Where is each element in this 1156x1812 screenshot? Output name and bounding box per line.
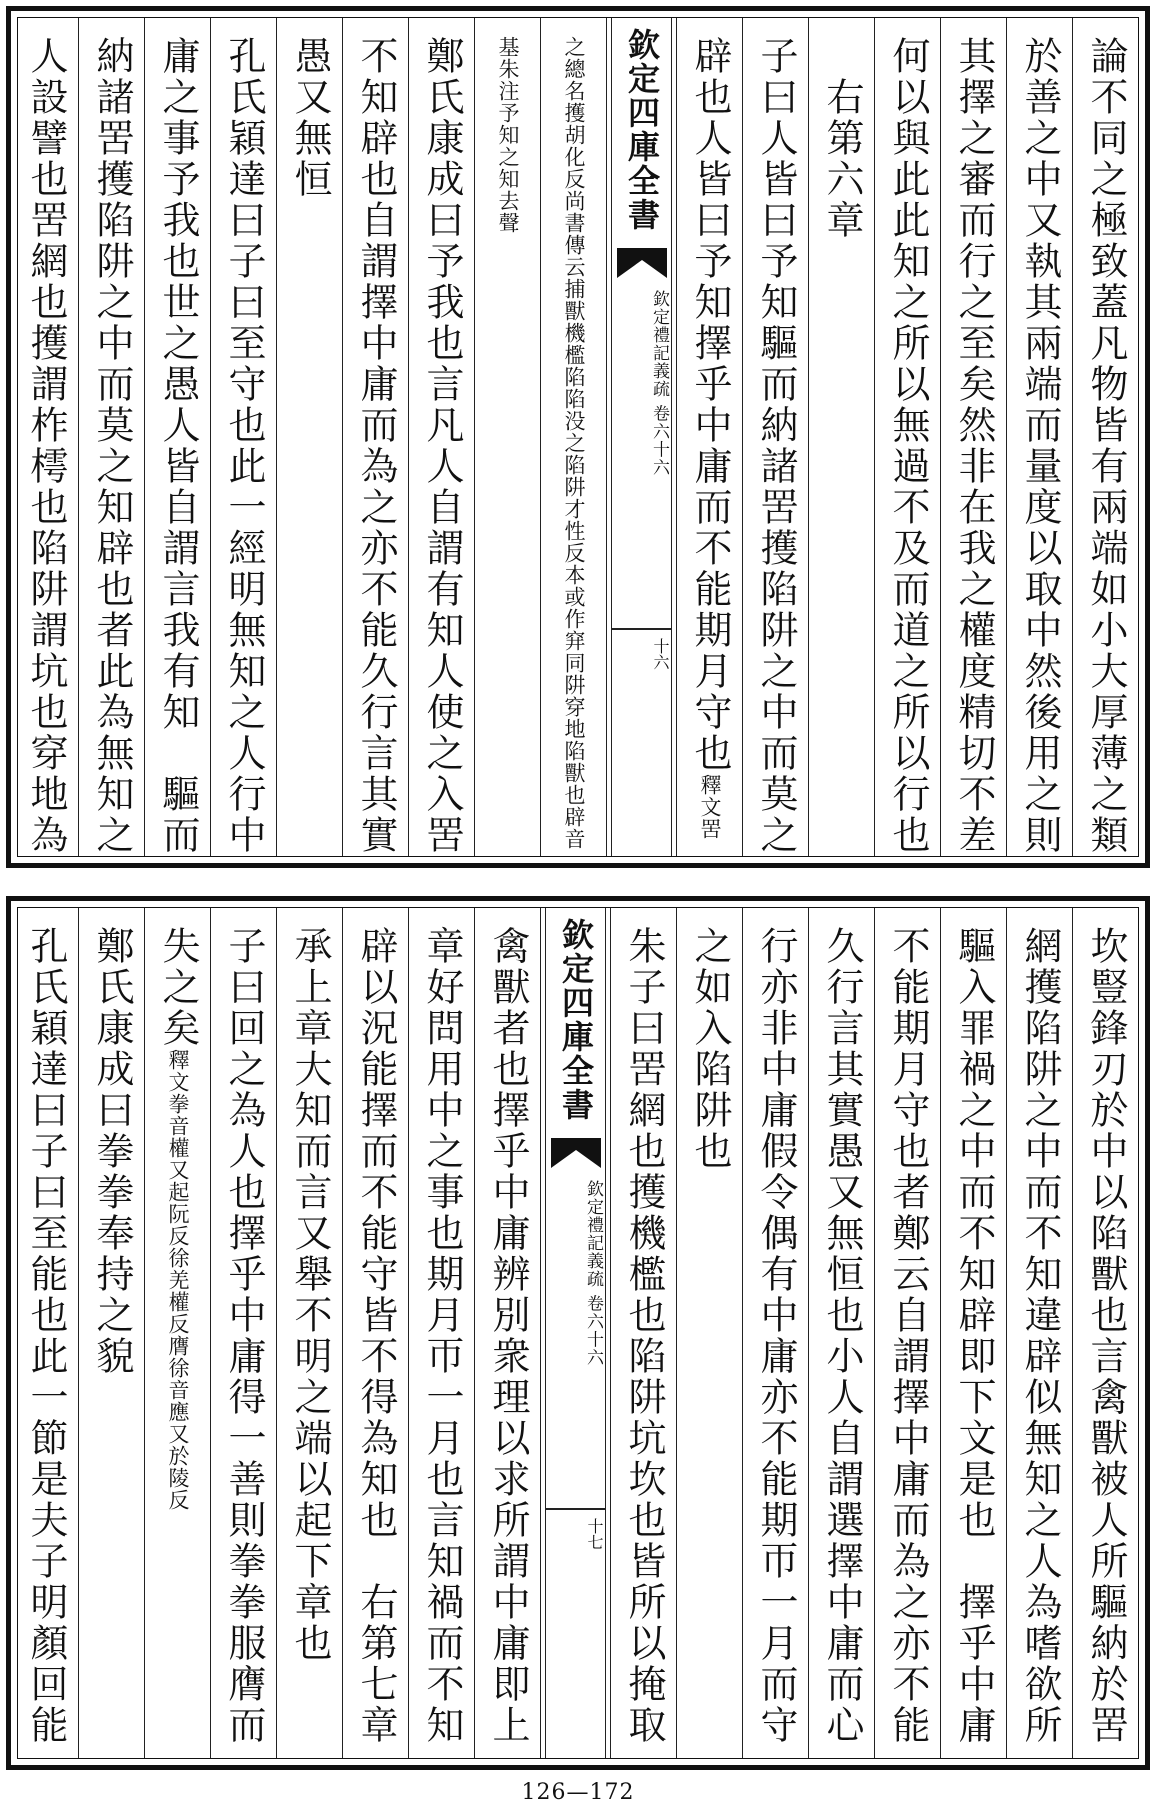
- page-bottom-inner: [17, 907, 1139, 1759]
- column-main-text: 何以與此此知之所以無過不及而道之所以行也: [886, 36, 930, 856]
- center-band-frame: [611, 18, 672, 856]
- text-column: [808, 908, 874, 1758]
- column-main-text: 孔氏穎達曰子曰至能也此一節是夫子明顏回能: [24, 926, 68, 1746]
- column-main-text: 子曰回之為人也擇乎中庸得一善則拳拳服膺而: [222, 926, 266, 1746]
- text-column: [78, 908, 144, 1758]
- text-column: [276, 908, 342, 1758]
- book-title: 欽定四庫全書: [623, 28, 661, 232]
- book-title: 欽定四庫全書: [557, 918, 595, 1122]
- text-column: [12, 908, 78, 1758]
- text-column: [78, 18, 144, 856]
- text-column: [1006, 18, 1072, 856]
- page-top: [6, 6, 1150, 868]
- column-main-text: 孔氏穎達曰子曰至守也此一經明無知之人行中: [222, 36, 266, 856]
- column-main-text: 論不同之極致蓋凡物皆有兩端如小大厚薄之類: [1084, 36, 1128, 856]
- fishtail-mark-icon: [551, 1138, 601, 1168]
- text-column: [610, 908, 676, 1758]
- page-number-rule: [546, 1508, 605, 1510]
- center-band-frame: [545, 908, 606, 1758]
- column-main-text: 網擭陷阱之中而不知違辟似無知之人為嗜欲所: [1018, 926, 1062, 1746]
- text-column: [1072, 908, 1138, 1758]
- column-main-text: 驅入罪禍之中而不知辟即下文是也 擇乎中庸: [952, 926, 996, 1746]
- page-number-rule: [612, 628, 671, 630]
- column-main-text: 不能期月守也者鄭云自謂擇中庸而為之亦不能: [886, 926, 930, 1746]
- text-column: [874, 908, 940, 1758]
- text-column: [940, 18, 1006, 856]
- text-column: [742, 908, 808, 1758]
- text-column: [144, 908, 210, 1758]
- column-main-text: 辟以況能擇而不能守皆不得為知也 右第七章: [354, 926, 398, 1746]
- text-column: [210, 18, 276, 856]
- volume-label: 欽定禮記義疏 卷六十六: [583, 1180, 603, 1367]
- page-top-inner: [17, 17, 1139, 857]
- text-column: [1072, 18, 1138, 856]
- text-column: [540, 18, 606, 856]
- column-main-text: 承上章大知而言又舉不明之端以起下章也: [288, 926, 332, 1664]
- column-main-text: 之如入陷阱也: [688, 926, 732, 1172]
- page-number: 十六: [651, 638, 670, 670]
- text-column: [474, 908, 540, 1758]
- text-column: [276, 18, 342, 856]
- column-main-text: 納諸罟擭陷阱之中而莫之知辟也者此為無知之: [90, 36, 134, 856]
- column-main-text: 愚又無恒: [288, 36, 332, 200]
- column-main-text: 禽獸者也擇乎中庸辨別衆理以求所謂中庸即上: [486, 926, 530, 1746]
- page-reference: 126—172: [521, 1780, 635, 1805]
- text-column: [940, 908, 1006, 1758]
- center-band: [540, 908, 610, 1758]
- column-main-text: 失之矣: [156, 926, 200, 1049]
- column-main-text: 章好問用中之事也期月帀一月也言知禍而不知: [420, 926, 464, 1746]
- column-main-text: 其擇之審而行之至矣然非在我之權度精切不差: [952, 36, 996, 856]
- page-number: 十七: [585, 1518, 604, 1550]
- text-column: [1006, 908, 1072, 1758]
- column-annotation: 基朱注予知之知去聲: [496, 36, 520, 234]
- column-main-text: 不知辟也自謂擇中庸而為之亦不能久行言其實: [354, 36, 398, 856]
- column-main-text: 坎豎鋒刃於中以陷獸也言禽獸被人所驅納於罟: [1084, 926, 1128, 1746]
- text-column: [474, 18, 540, 856]
- column-main-text: 子曰人皆曰予知驅而納諸罟擭陷阱之中而莫之: [754, 36, 798, 856]
- page-bottom: [6, 896, 1150, 1770]
- text-column: [12, 18, 78, 856]
- column-main-text: 久行言其實愚又無恒也小人自謂選擇中庸而心: [820, 926, 864, 1746]
- text-column: [342, 908, 408, 1758]
- text-column: [210, 908, 276, 1758]
- column-annotation: 釋文罟: [698, 774, 722, 840]
- column-main-text: 右第六章: [820, 36, 864, 241]
- column-main-text: 辟也人皆曰予知擇乎中庸而不能期月守也: [688, 36, 732, 774]
- column-annotation: 之總名擭胡化反尚書傳云捕獸機檻陷陷没之陷阱才性反本或作穽同阱穿地陷獸也辟音: [562, 36, 586, 850]
- text-column: [342, 18, 408, 856]
- center-band: [606, 18, 676, 856]
- column-main-text: 庸之事予我也世之愚人皆自謂言我有知 驅而: [156, 36, 200, 856]
- column-main-text: 於善之中又執其兩端而量度以取中然後用之則: [1018, 36, 1062, 856]
- text-column: [408, 908, 474, 1758]
- column-main-text: 行亦非中庸假令偶有中庸亦不能期帀一月而守: [754, 926, 798, 1746]
- text-column: [808, 18, 874, 856]
- text-column: [144, 18, 210, 856]
- column-main-text: 鄭氏康成曰拳拳奉持之貌: [90, 926, 134, 1377]
- column-annotation: 釋文拳音權又起阮反徐羌權反膺徐音應又於陵反: [166, 1049, 190, 1511]
- text-column: [874, 18, 940, 856]
- volume-label: 欽定禮記義疏 卷六十六: [649, 290, 669, 477]
- text-column: [676, 908, 742, 1758]
- text-column: [742, 18, 808, 856]
- fishtail-mark-icon: [617, 248, 667, 278]
- text-column: [676, 18, 742, 856]
- column-main-text: 人設譬也罟網也擭謂柞樗也陷阱謂坑也穿地為: [24, 36, 68, 856]
- column-main-text: 鄭氏康成曰予我也言凡人自謂有知人使之入罟: [420, 36, 464, 856]
- column-main-text: 朱子曰罟網也擭機檻也陷阱坑坎也皆所以掩取: [622, 926, 666, 1746]
- text-column: [408, 18, 474, 856]
